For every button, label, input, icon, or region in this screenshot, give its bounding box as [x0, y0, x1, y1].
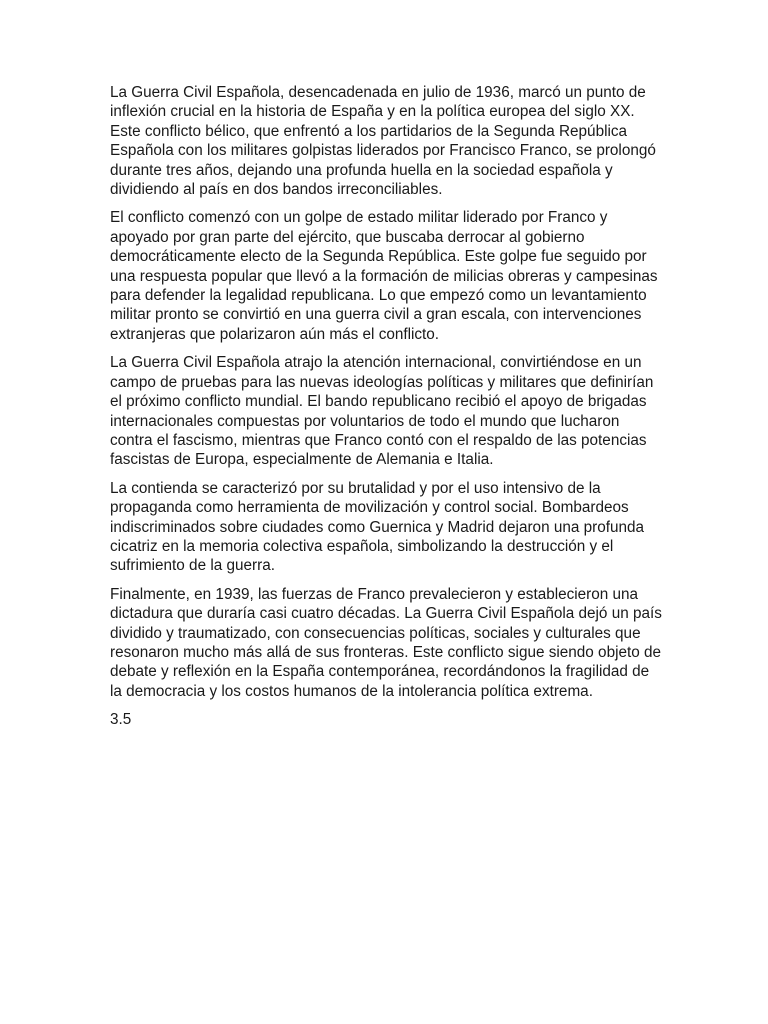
trailing-number: 3.5 [110, 711, 132, 729]
paragraph-3: La Guerra Civil Española atrajo la atención internacional, convirtiéndose en un campo de pruebas para las nuevas ideologías políticas y militares que definirían el próximo conflicto mundial. El bando republicano recibió el apoyo de brigadas internacionales compuestas por voluntarios de todo el mundo que lucharon contra el fascismo, mientras que Franco contó con el respaldo de las potencias fascistas de Europa, especialmente de Alemania e Italia. [110, 354, 654, 469]
paragraph-4: La contienda se caracterizó por su brutalidad y por el uso intensivo de la propaganda como herramienta de movilización y control social. Bombardeos indiscriminados sobre ciudades como Guernica y Madrid dejaron una profunda cicatriz en la memoria colectiva española, simbolizando la destrucción y el sufrimiento de la guerra. [110, 479, 644, 575]
document-body [110, 83, 662, 730]
paragraph-1: La Guerra Civil Española, desencadenada en julio de 1936, marcó un punto de inflexión crucial en la historia de España y en la política europea del siglo XX. Este conflicto bélico, que enfrentó a los partidarios de la Segunda República Española con los militares golpistas liderados por Francisco Franco, se prolongó durante tres años, dejando una profunda huella en la sociedad española y dividiendo al país en dos bandos irreconciliables. [110, 84, 656, 199]
paragraph-5: Finalmente, en 1939, las fuerzas de Franco prevalecieron y establecieron una dictadura que duraría casi cuatro décadas. La Guerra Civil Española dejó un país dividido y traumatizado, con consecuencias políticas, sociales y culturales que resonaron mucho más allá de sus fronteras. Este conflicto sigue siendo objeto de debate y reflexión en la España contemporánea, recordándonos la fragilidad de la democracia y los costos humanos de la intolerancia política extrema. [110, 585, 662, 700]
paragraph-2: El conflicto comenzó con un golpe de estado militar liderado por Franco y apoyado por gran parte del ejército, que buscaba derrocar al gobierno democráticamente electo de la Segunda República. Este golpe fue seguido por una respuesta popular que llevó a la formación de milicias obreras y campesinas para defender la legalidad republicana. Lo que empezó como un levantamiento militar pronto se convirtió en una guerra civil a gran escala, con intervenciones extranjeras que polarizaron aún más el conflicto. [110, 209, 658, 343]
